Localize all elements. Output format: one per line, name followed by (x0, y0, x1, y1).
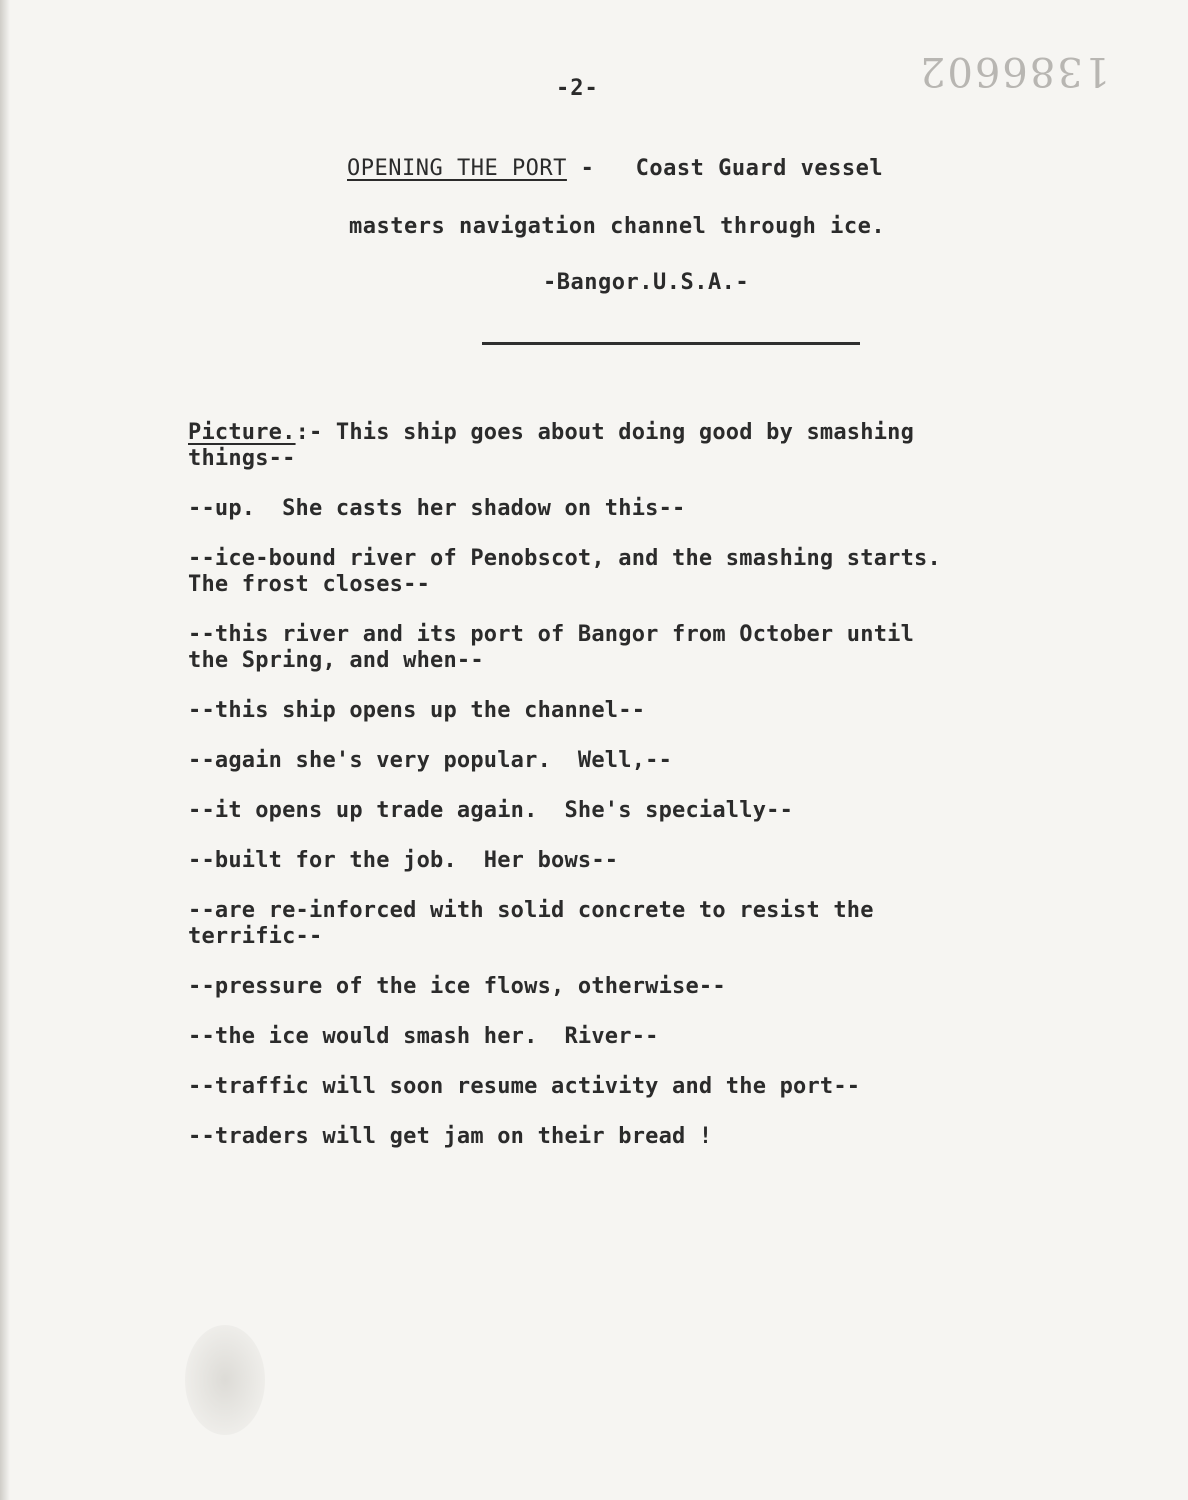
picture-label: Picture. (188, 420, 296, 445)
script-paragraph: --up. She casts her shadow on this-- (188, 496, 686, 521)
script-paragraph: --traffic will soon resume activity and the port-- (188, 1074, 861, 1099)
script-body (188, 420, 1048, 1174)
title-line-1 (347, 156, 883, 181)
title-line-2: masters navigation channel through ice. (349, 214, 886, 239)
divider-rule (482, 342, 860, 345)
script-paragraph: --this river and its port of Bangor from October until the Spring, and when-- (188, 622, 915, 673)
script-paragraph: --ice-bound river of Penobscot, and the smashing starts. The frost closes-- (188, 546, 941, 597)
paper-smudge (185, 1325, 265, 1435)
script-paragraph: --this ship opens up the channel-- (188, 698, 646, 723)
script-paragraph: --again she's very popular. Well,-- (188, 748, 673, 773)
page-edge-shadow (0, 0, 10, 1500)
script-paragraph: --the ice would smash her. River-- (188, 1024, 659, 1049)
handwritten-reference-number: 1386602 (918, 48, 1111, 94)
script-paragraph: --it opens up trade again. She's specially-- (188, 798, 794, 823)
script-paragraph: Picture.:- This ship goes about doing good by smashing things-- (188, 420, 915, 471)
script-paragraph: --traders will get jam on their bread ! (188, 1124, 713, 1149)
script-paragraph: --pressure of the ice flows, otherwise-- (188, 974, 726, 999)
title-location: -Bangor.U.S.A.- (543, 270, 750, 295)
script-paragraph: --are re-inforced with solid concrete to resist the terrific-- (188, 898, 874, 949)
title-line-1-rest: - Coast Guard vessel (566, 156, 884, 181)
page-number: -2- (556, 76, 599, 101)
script-paragraph: --built for the job. Her bows-- (188, 848, 619, 873)
title-heading: OPENING THE PORT (347, 156, 567, 181)
